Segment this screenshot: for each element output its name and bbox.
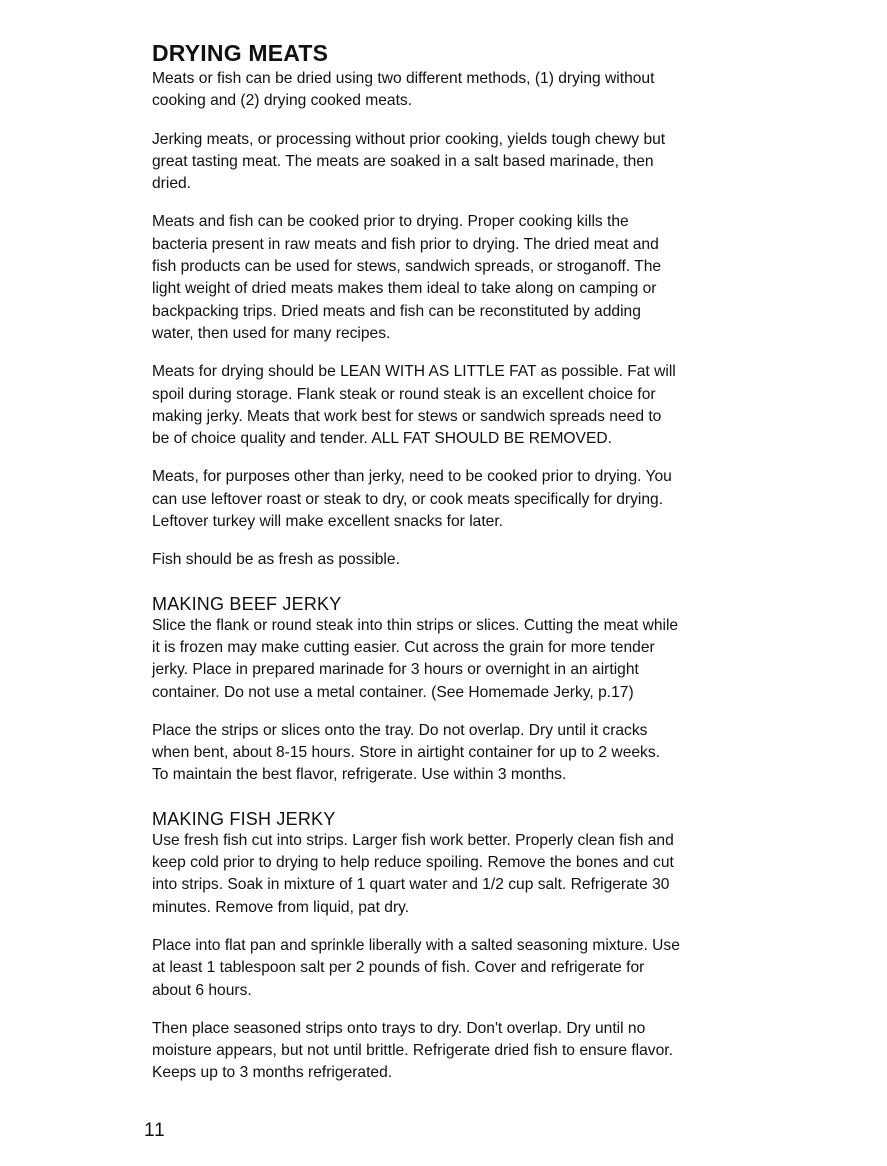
document-body xyxy=(152,68,802,1085)
text-line: Meats for drying should be LEAN WITH AS LITTLE FAT as possible. Fat will xyxy=(152,363,676,381)
paragraph xyxy=(152,68,802,113)
text-line: dried. xyxy=(152,175,192,193)
text-line: when bent, about 8-15 hours. Store in airtight container for up to 2 weeks. xyxy=(152,744,660,762)
text-line: Use fresh fish cut into strips. Larger fish work better. Properly clean fish and xyxy=(152,831,674,849)
text-line: fish products can be used for stews, sandwich spreads, or stroganoff. The xyxy=(152,258,662,276)
text-line: into strips. Soak in mixture of 1 quart water and 1/2 cup salt. Refrigerate 30 xyxy=(152,876,670,894)
text-line: be of choice quality and tender. ALL FAT SHOULD BE REMOVED. xyxy=(152,430,612,448)
text-line: spoil during storage. Flank steak or round steak is an excellent choice for xyxy=(152,385,656,403)
text-line: making jerky. Meats that work best for stews or sandwich spreads need to xyxy=(152,407,662,425)
text-line: backpacking trips. Dried meats and fish can be reconstituted by adding xyxy=(152,302,641,320)
paragraph xyxy=(152,830,802,919)
document-page xyxy=(152,40,802,1101)
text-line: moisture appears, but not until brittle. Refrigerate dried fish to ensure flavor. xyxy=(152,1042,673,1060)
text-line: To maintain the best flavor, refrigerate. Use within 3 months. xyxy=(152,766,567,784)
paragraph xyxy=(152,720,802,787)
paragraph xyxy=(152,549,802,571)
paragraph xyxy=(152,361,802,450)
text-line: it is frozen may make cutting easier. Cut across the grain for more tender xyxy=(152,638,655,656)
text-line: Meats and fish can be cooked prior to drying. Proper cooking kills the xyxy=(152,213,629,231)
paragraph xyxy=(152,615,802,704)
text-line: water, then used for many recipes. xyxy=(152,324,391,342)
text-line: light weight of dried meats makes them ideal to take along on camping or xyxy=(152,280,657,298)
text-line: Place the strips or slices onto the tray. Do not overlap. Dry until it cracks xyxy=(152,721,648,739)
text-line: Place into flat pan and sprinkle liberally with a salted seasoning mixture. Use xyxy=(152,936,680,954)
paragraph xyxy=(152,129,802,196)
text-line: minutes. Remove from liquid, pat dry. xyxy=(152,898,410,916)
text-line: container. Do not use a metal container. (See Homemade Jerky, p.17) xyxy=(152,683,634,701)
paragraph xyxy=(152,935,802,1002)
text-line: Keeps up to 3 months refrigerated. xyxy=(152,1064,393,1082)
text-line: Jerking meats, or processing without prior cooking, yields tough chewy but xyxy=(152,130,666,148)
paragraph xyxy=(152,211,802,345)
text-line: Meats, for purposes other than jerky, need to be cooked prior to drying. You xyxy=(152,468,672,486)
paragraph xyxy=(152,1018,802,1085)
text-line: can use leftover roast or steak to dry, or cook meats specifically for drying. xyxy=(152,490,664,508)
text-line: great tasting meat. The meats are soaked in a salt based marinade, then xyxy=(152,152,654,170)
text-line: at least 1 tablespoon salt per 2 pounds of fish. Cover and refrigerate for xyxy=(152,959,645,977)
text-line: about 6 hours. xyxy=(152,981,252,999)
section-heading: MAKING BEEF JERKY xyxy=(152,593,342,614)
text-line: Leftover turkey will make excellent snacks for later. xyxy=(152,513,504,531)
text-line: Fish should be as fresh as possible. xyxy=(152,551,400,569)
paragraph xyxy=(152,466,802,533)
text-line: Meats or fish can be dried using two different methods, (1) drying without xyxy=(152,70,655,87)
text-line: cooking and (2) drying cooked meats. xyxy=(152,92,413,110)
text-line: Then place seasoned strips onto trays to dry. Don't overlap. Dry until no xyxy=(152,1019,646,1037)
section-heading: MAKING FISH JERKY xyxy=(152,808,336,829)
page-title: DRYING MEATS xyxy=(152,40,329,66)
text-line: keep cold prior to drying to help reduce spoiling. Remove the bones and cut xyxy=(152,854,674,872)
page-number: 11 xyxy=(144,1120,166,1141)
text-line: bacteria present in raw meats and fish prior to drying. The dried meat and xyxy=(152,235,659,253)
text-line: jerky. Place in prepared marinade for 3 hours or overnight in an airtight xyxy=(152,661,639,679)
text-line: Slice the flank or round steak into thin strips or slices. Cutting the meat while xyxy=(152,616,679,634)
